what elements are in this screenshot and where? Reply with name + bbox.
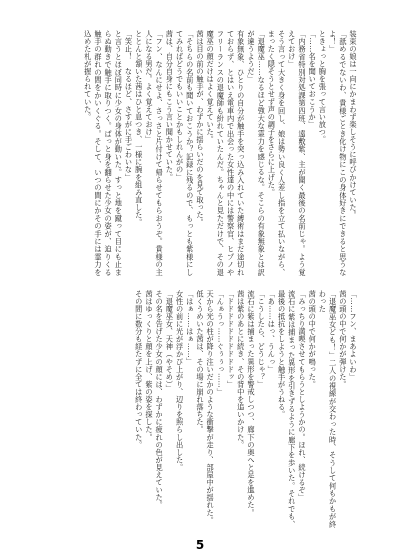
top-text-block	[52, 30, 358, 276]
text-line: 装束の娘は一向にかまわず楽しそうに呼びかけていた。	[349, 30, 358, 219]
text-line: 茜は、自分自身にもこう言い聞かせていた。	[165, 30, 175, 181]
text-line: その名を告げた少女の顔には、わずかに疲れの色が見えていた。	[155, 290, 165, 509]
text-line: 「内務省特別対処課第四班、遠敷紫、主が聞く最後の名前じゃ。よう覚えておけ」	[287, 30, 307, 276]
text-line: 低くうめいた茜は、その場に崩れ落ちた。	[195, 290, 205, 434]
text-line: 「みっちり満喫させてもらうとしようかの。ほれ、続けるぞ」	[297, 290, 307, 502]
text-line: 茜はゆっくりと顔を上げ、紫の姿を探した。	[144, 290, 154, 441]
text-line: 「あ……はっ、うんっ」	[267, 290, 277, 374]
text-line: そう言って大きく身を回し、娘は勢い良く人差し指を立て払いながら、まったく隠そうとせず声の調子をさらに上げた。	[267, 30, 287, 276]
text-line: 「舐めるでないわ、貴様ごとき化け物にこの身体好きにできると思うなよ！」	[328, 30, 348, 276]
text-line: 「そちらの名前も聞いておこうか？記録に残るので、もっとも紫様にしてみればどうでもいいことかもしれんがの」	[175, 30, 195, 276]
text-line: 流石に紫は捕まった異形を引きずるように廊下を歩いた。それでも、最後の抵抗をしようと触手がうねる。	[277, 290, 297, 528]
text-line: 「笑止！ なるほど、さすがに手ごわいな」	[124, 30, 134, 181]
text-line: 「ドドドドドドドドドドッ」	[226, 290, 236, 389]
text-line: その間に数分も経たずに全ては終わっていた。	[134, 290, 144, 449]
text-line: 天から光の柱が降り注いだかのような衝撃が走り、部屋中が揺れた。	[206, 290, 216, 525]
text-line: 「退魔巫……なるほど強大な霊力を感じるな。そこらの有象無象とは訳が違うようだ」	[246, 30, 267, 276]
text-line: 「こうしたら、どうじゃ？」	[257, 290, 267, 389]
text-line: 茜は紫のあとに続き、その背中を追いかけた。	[236, 290, 246, 449]
text-line: 流石に紫は捕まった異形を警戒しつつ、廊下の奥へと足を進めた。	[246, 290, 256, 517]
text-line: 「……フン、まあよいわ」	[349, 290, 358, 381]
page-number: 5	[195, 538, 205, 552]
text-line: 有象無象、ひとりの自分が触手を突っ込み入れていた縛術はまだ途切れておらず、とはいえ電車内で出会った女性達の中には警察官、ヒプノやフリーランスの退魔師も紛れていたんだ。ちゃんと見ただけで、その退魔巫の顔だけはよく覚えていた。	[206, 30, 246, 276]
text-line: 「退魔巫女、天神（やそめ）」	[165, 290, 175, 393]
text-line: ときょっと胸を張って言い放つ。	[318, 30, 328, 144]
text-line: 茜の頭の中で何かが弾けた。	[338, 290, 348, 389]
text-line: 「フン、なんにせよ、さっさと片付けて帰らせてもらおうぞ。貴様の主人になる男だ。よく覚えておけ」	[144, 30, 165, 276]
text-line: 茜の頭の中で何かが鳴った。	[308, 290, 318, 389]
text-line: ととんと頷いた茜はひと息つき、一様に腕を組み直した。	[134, 30, 144, 227]
bottom-text-block	[52, 290, 358, 528]
text-line: 女性の前に光が浮かび上がり、辺りを照らし出した。	[175, 290, 185, 472]
text-line: 「……名を聞いておこうか」	[308, 30, 318, 129]
text-line: 「んぁうっ……ぐぅぅっ……」	[216, 290, 226, 396]
text-line: 「退魔巫女ども！」二人の視線が交わった時、そうして何もかもが終わった	[318, 290, 338, 528]
text-line: 「はぁ……はぁ……」	[185, 290, 195, 366]
text-line: 茜は目の前の触手が、わずかに揺らいだのを見て取った。	[195, 30, 205, 227]
text-line: と言うとほぼ同時に少女の身体が動いた。すっと地を蹴って目にも止まらぬ動きで触手に取りつく。ぱっと身を翻らせた少女の姿が、迫りくる触手の群れの間をかいくぐる。そして、いつの間にかその手には霊力を込めた札が握られていた。	[83, 30, 124, 276]
